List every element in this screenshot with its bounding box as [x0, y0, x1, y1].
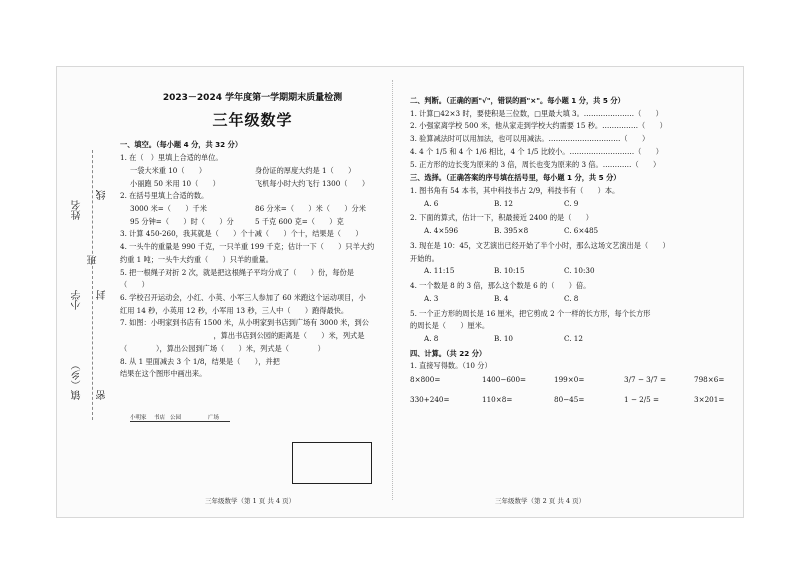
question-6-line-1: 6. 学校召开运动会，小红、小英、小军三人参加了 60 米跑这个运动项目，小	[120, 293, 366, 303]
binding-line	[92, 150, 93, 420]
choice-option[interactable]: C. 8	[564, 293, 579, 303]
question-6-line-2: 红用 14 秒，小英用 12 秒，小军用 13 秒，三人中（ ）跑得最快。	[120, 305, 349, 315]
question-1-row-1: 一袋大米重 10（ ） 身份证的厚度大约是 1（ ）	[130, 165, 356, 175]
choice-option[interactable]: B. 10:15	[494, 266, 525, 276]
choice-option[interactable]: B. 4	[494, 293, 509, 303]
question-7-line-3: （ ），算出公园到广场（ ）米，列式是（ ）	[120, 343, 325, 353]
section-choice: 三、选择。（正确答案的序号填在括号里，每小题 1 分，共 5 分）	[410, 173, 621, 183]
calc-item: 199×0=	[554, 375, 585, 385]
question-2-row-2: 95 分钟=（ ）时（ ）分 5 千克 600 克=（ ）克	[130, 216, 344, 226]
choice-4: 4. 一个数是 8 的 3 倍，那么这个数是 6 的（ ）倍。	[410, 281, 591, 291]
choice-3-line-1: 3. 现在是 10：45，文艺演出已经开始了半个小时，那么这场文艺演出是（ ）	[410, 240, 670, 250]
binding-mark-line: 线	[97, 190, 108, 200]
left-page	[120, 92, 385, 382]
name-label: 姓名	[72, 200, 83, 220]
section-true-false: 二、判断。（正确的画"√"，错误的画"×"。每小题 1 分，共 5 分）	[410, 96, 625, 105]
choice-option[interactable]: B. 395×8	[494, 226, 529, 236]
choice-3-line-2: 开始的。	[410, 253, 439, 263]
choice-5-options	[424, 334, 740, 344]
question-3: 3. 计算 450-260，我其就是（ ）个十减（ ）个十，结果是（ ）	[120, 229, 363, 239]
map-label-bookstore: 书店	[154, 415, 166, 421]
question-7-line-2: ，算出书店到公园的距离是（ ）米，列式是	[120, 331, 365, 341]
choice-option[interactable]: A. 11:15	[424, 266, 455, 276]
map-label-square: 广场	[208, 415, 220, 421]
binding-mark-seal: 封	[97, 290, 108, 300]
binding-mark-secret: 密	[97, 390, 108, 400]
town-label: 镇（乡）	[72, 360, 83, 400]
choice-option[interactable]: A. 6	[424, 198, 439, 208]
calc-item: 110×8=	[482, 394, 513, 404]
question-2-row-1: 3000 米=（ ）千米 86 分米=（ ）米（ ）分米	[130, 203, 366, 213]
map-label-home: 小明家	[130, 415, 147, 421]
judge-2: 2. 小强家离学校 500 米，他从家走到学校大约需要 15 秒。……………（ ）	[410, 121, 667, 131]
choice-2-options	[424, 226, 740, 236]
question-8-line-1: 8. 从 1 里面减去 3 个 1/8，结果是（ ），并把	[120, 356, 280, 366]
choice-2: 2. 下面的算式，估计一下，积最接近 2400 的是（ ）	[410, 213, 593, 223]
route-line	[130, 421, 230, 422]
choice-option[interactable]: A. 4×596	[424, 226, 459, 236]
question-7-line-1: 7. 如图：小明家到书店有 1500 米，从小明家到书店到广场有 3000 米，到公	[120, 318, 369, 328]
section-calculation: 四、计算。（共 22 分）	[410, 348, 487, 358]
calc-item: 8×800=	[410, 375, 441, 385]
choice-option[interactable]: C. 12	[564, 333, 583, 343]
calc-grid	[410, 375, 740, 404]
choice-4-options	[424, 294, 740, 304]
choice-1: 1. 图书角有 54 本书，其中科技书占 2/9，科技书有（ ）本。	[410, 186, 620, 196]
class-label: 班	[88, 255, 99, 265]
judge-1: 1. 计算□42×3 时，要使积是三位数，□里最大填 3。…………………（ ）	[410, 108, 663, 118]
choice-5-line-1: 5. 一个正方形的周长是 16 厘米，把它剪成 2 个一样的长方形，每个长方形	[410, 308, 651, 318]
calc-item: 3/7 − 3/7 =	[624, 375, 667, 385]
question-1: 1. 在（ ）里填上合适的单位。	[120, 153, 223, 163]
question-8-line-2: 结果在这个图形中画出来。	[120, 369, 207, 379]
calc-item: 1400−600=	[482, 375, 527, 385]
calc-item: 3×201=	[694, 394, 725, 404]
right-page	[410, 92, 740, 409]
question-5-line-1: 5. 把一根绳子对折 2 次，就是把这根绳子平均分成了（ ）份，每份是	[120, 267, 354, 277]
map-label-park: 公园	[170, 415, 182, 421]
fold-line	[392, 80, 393, 500]
route-diagram	[130, 413, 230, 425]
section-fill-blank: 一、填空。（每小题 4 分，共 32 分）	[120, 140, 243, 150]
choice-option[interactable]: B. 12	[494, 198, 513, 208]
footer-page-1: 三年级数学（第 1 页 共 4 页）	[205, 497, 296, 505]
choice-option[interactable]: C. 9	[564, 198, 579, 208]
choice-5-line-2: 的周长是（ ）厘米。	[410, 321, 490, 331]
choice-option[interactable]: A. 8	[424, 333, 439, 343]
question-4-line-2: 约重 1 吨；一头牛大约重（ ）只羊的重量。	[120, 254, 273, 264]
judge-4: 4. 4 个 1/5 和 4 个 1/6 相比，4 个 1/5 比较小。………………………（ ）	[410, 146, 663, 156]
drawing-answer-box[interactable]	[292, 442, 372, 484]
calc-item: 330+240=	[410, 394, 450, 404]
choice-option[interactable]: A. 3	[424, 293, 439, 303]
footer-page-2: 三年级数学（第 2 页 共 4 页）	[495, 497, 586, 505]
choice-option[interactable]: B. 10	[494, 333, 513, 343]
choice-option[interactable]: C. 10:30	[564, 266, 595, 276]
question-4-line-1: 4. 一头牛的重量是 990 千克，一只羊重 199 千克；估计一下（ ）只羊大约	[120, 242, 375, 252]
exam-title: 2023－2024 学年度第一学期期末质量检测	[162, 93, 343, 103]
school-label: 小学	[72, 290, 83, 310]
question-1-row-2: 小丽跑 50 米用 10（ ） 飞机每小时大约飞行 1300（ ）	[130, 178, 370, 188]
judge-3: 3. 验算减法时可以用加法，也可以用减法。…………………………（ ）	[410, 134, 650, 144]
question-2: 2. 在括号里填上合适的数。	[120, 191, 209, 201]
choice-1-options	[424, 199, 740, 209]
choice-option[interactable]: C. 6×485	[564, 226, 599, 236]
calc-item: 798×6=	[694, 375, 725, 385]
question-5-line-2: （ ）	[120, 280, 149, 290]
calc-subsection-1: 1. 直接写得数。（10 分）	[410, 361, 492, 371]
exam-subject: 三年级数学	[212, 111, 293, 130]
calc-item: 80−45=	[554, 394, 585, 404]
choice-3-options	[424, 266, 740, 276]
calc-item: 1 − 2/5 =	[624, 394, 660, 404]
judge-5: 5. 正方形的边长变为原来的 3 倍，周长也变为原来的 3 倍。…………（ ）	[410, 159, 661, 169]
